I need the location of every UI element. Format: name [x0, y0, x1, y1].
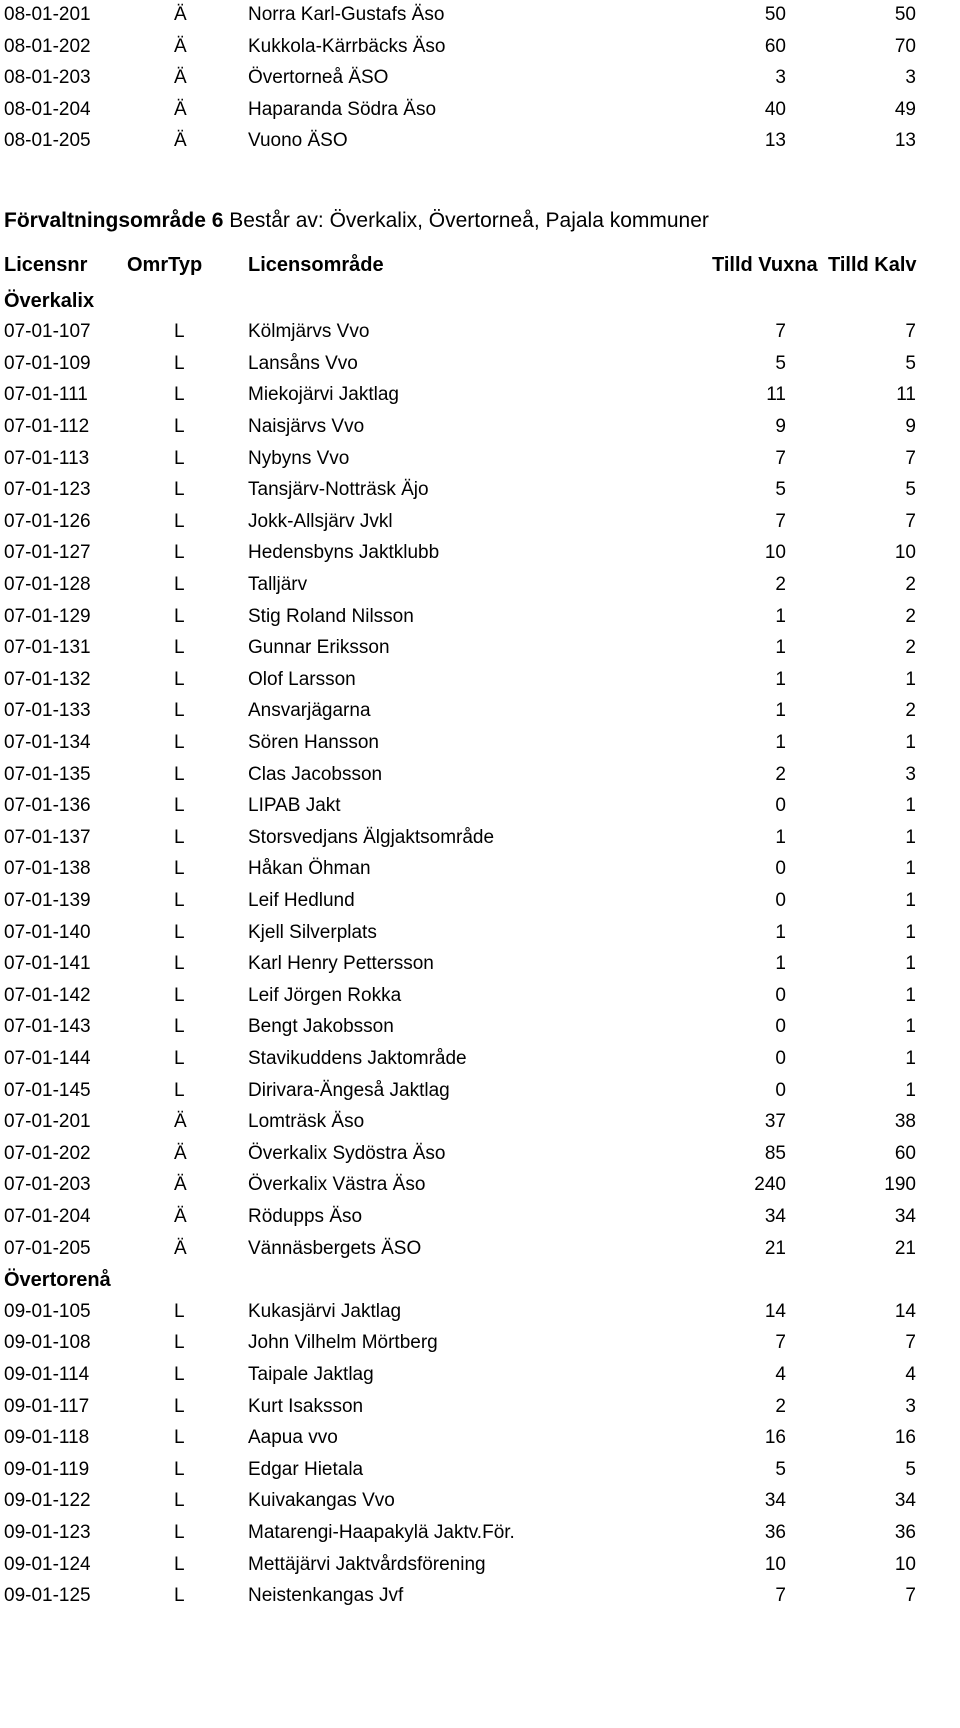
cell-licensomrade: Tansjärv-Notträsk Äjo — [248, 479, 429, 501]
cell-licensomrade: Hedensbyns Jaktklubb — [248, 542, 440, 564]
cell-licensnr: 08-01-204 — [4, 98, 91, 120]
cell-omrtyp: L — [174, 732, 185, 753]
cell-licensnr: 07-01-112 — [4, 416, 90, 437]
section-title-bold: Förvaltningsområde 6 — [4, 209, 224, 232]
cell-tilld-kalv: 1 — [905, 858, 916, 880]
cell-tilld-vuxna: 3 — [775, 67, 786, 89]
cell-tilld-vuxna: 16 — [764, 1427, 786, 1449]
cell-licensomrade: Överkalix Sydöstra Äso — [248, 1142, 446, 1164]
cell-omrtyp: L — [174, 1553, 185, 1575]
cell-tilld-vuxna: 2 — [775, 574, 786, 595]
cell-licensomrade: Lomträsk Äso — [248, 1111, 365, 1133]
cell-licensnr: 07-01-136 — [4, 795, 91, 817]
cell-tilld-kalv: 50 — [894, 4, 916, 25]
cell-tilld-kalv: 190 — [884, 1174, 916, 1196]
cell-licensnr: 07-01-132 — [4, 668, 91, 690]
cell-tilld-vuxna: 50 — [764, 4, 786, 25]
cell-licensomrade: Storsvedjans Älgjaktsområde — [248, 826, 495, 848]
cell-licensomrade: Överkalix Västra Äso — [248, 1174, 426, 1196]
cell-licensnr: 07-01-129 — [4, 605, 91, 627]
cell-licensnr: 09-01-124 — [4, 1553, 91, 1575]
cell-tilld-kalv: 1 — [905, 668, 916, 690]
cell-omrtyp: L — [174, 1427, 185, 1449]
cell-tilld-vuxna: 5 — [775, 1458, 786, 1480]
cell-tilld-vuxna: 14 — [764, 1300, 786, 1322]
cell-tilld-kalv: 3 — [905, 67, 916, 89]
cell-tilld-vuxna: 37 — [764, 1111, 786, 1133]
cell-licensnr: 07-01-203 — [4, 1174, 91, 1196]
cell-omrtyp: L — [174, 605, 185, 627]
table-row — [0, 507, 960, 537]
cell-omrtyp: L — [174, 1522, 185, 1543]
cell-tilld-vuxna: 1 — [775, 668, 786, 690]
header-licensnr: Licensnr — [4, 254, 88, 276]
cell-licensnr: 09-01-119 — [4, 1458, 90, 1480]
cell-omrtyp: L — [174, 1300, 185, 1322]
cell-omrtyp: L — [174, 1016, 185, 1038]
cell-tilld-kalv: 38 — [894, 1111, 916, 1133]
cell-tilld-vuxna: 7 — [775, 1585, 786, 1607]
cell-tilld-kalv: 2 — [905, 605, 916, 627]
cell-tilld-kalv: 7 — [905, 1332, 916, 1354]
cell-tilld-kalv: 14 — [894, 1300, 916, 1322]
cell-licensnr: 07-01-138 — [4, 858, 91, 880]
cell-licensomrade: Leif Jörgen Rokka — [248, 984, 402, 1006]
cell-licensomrade: Övertorneå ÄSO — [248, 67, 389, 89]
cell-tilld-kalv: 4 — [905, 1364, 916, 1385]
cell-tilld-vuxna: 0 — [775, 795, 786, 817]
cell-omrtyp: L — [174, 668, 185, 690]
cell-omrtyp: Ä — [174, 1206, 187, 1227]
section-title — [4, 206, 709, 236]
cell-tilld-kalv: 16 — [894, 1427, 916, 1449]
cell-licensomrade: Kuivakangas Vvo — [248, 1490, 395, 1512]
cell-licensnr: 07-01-131 — [4, 637, 91, 659]
table-row — [0, 823, 960, 853]
cell-omrtyp: L — [174, 637, 185, 659]
cell-licensomrade: Stig Roland Nilsson — [248, 605, 414, 627]
cell-licensomrade: Kukkola-Kärrbäcks Äso — [248, 35, 446, 57]
cell-licensnr: 07-01-126 — [4, 510, 91, 532]
cell-licensomrade: Ansvarjägarna — [248, 700, 371, 722]
cell-licensnr: 08-01-201 — [4, 4, 91, 25]
cell-licensnr: 07-01-135 — [4, 763, 91, 785]
cell-tilld-vuxna: 2 — [775, 763, 786, 785]
table-row — [0, 1202, 960, 1232]
header-licensomrade: Licensområde — [248, 254, 384, 276]
cell-omrtyp: L — [174, 479, 185, 501]
table-row — [0, 1012, 960, 1042]
cell-licensnr: 09-01-114 — [4, 1364, 90, 1385]
cell-tilld-vuxna: 1 — [775, 605, 786, 627]
cell-licensomrade: Stavikuddens Jaktområde — [248, 1048, 467, 1069]
cell-omrtyp: L — [174, 795, 185, 817]
cell-tilld-vuxna: 10 — [764, 1553, 786, 1575]
cell-licensomrade: Leif Hedlund — [248, 890, 355, 911]
cell-tilld-kalv: 21 — [894, 1237, 916, 1259]
cell-omrtyp: L — [174, 826, 185, 848]
cell-tilld-vuxna: 13 — [764, 130, 786, 152]
cell-licensomrade: Talljärv — [248, 574, 308, 595]
cell-omrtyp: L — [174, 763, 185, 785]
table-row — [0, 95, 960, 125]
table-row — [0, 886, 960, 916]
cell-tilld-vuxna: 10 — [764, 542, 786, 564]
cell-tilld-vuxna: 40 — [764, 98, 786, 120]
cell-omrtyp: Ä — [174, 130, 187, 152]
table-row — [0, 1234, 960, 1264]
cell-licensomrade: Nybyns Vvo — [248, 447, 350, 469]
cell-omrtyp: L — [174, 921, 185, 943]
cell-licensomrade: Rödupps Äso — [248, 1206, 363, 1227]
cell-licensomrade: John Vilhelm Mörtberg — [248, 1332, 438, 1354]
cell-licensnr: 07-01-140 — [4, 921, 91, 943]
cell-licensomrade: Lansåns Vvo — [248, 352, 358, 374]
cell-omrtyp: L — [174, 953, 185, 975]
cell-licensomrade: Kukasjärvi Jaktlag — [248, 1300, 402, 1322]
cell-omrtyp: L — [174, 384, 185, 406]
table-row — [0, 1550, 960, 1580]
cell-tilld-kalv: 70 — [894, 35, 916, 57]
cell-tilld-vuxna: 1 — [775, 637, 786, 659]
cell-licensomrade: Vännäsbergets ÄSO — [248, 1237, 422, 1259]
cell-tilld-vuxna: 36 — [764, 1522, 786, 1543]
table-row — [0, 949, 960, 979]
cell-omrtyp: L — [174, 1585, 185, 1607]
table-row — [0, 791, 960, 821]
cell-tilld-kalv: 1 — [905, 795, 916, 817]
cell-licensnr: 08-01-202 — [4, 35, 91, 57]
cell-licensomrade: Kjell Silverplats — [248, 921, 377, 943]
cell-tilld-kalv: 5 — [905, 479, 916, 501]
cell-licensnr: 08-01-205 — [4, 130, 91, 152]
table-row — [0, 918, 960, 948]
table-row — [0, 665, 960, 695]
header-tilld-kalv: Tilld Kalv — [828, 254, 917, 276]
table-row — [0, 317, 960, 347]
header-tilld-vuxna: Tilld Vuxna — [712, 254, 818, 276]
table-row — [0, 380, 960, 410]
cell-licensomrade: Kölmjärvs Vvo — [248, 321, 370, 343]
cell-tilld-kalv: 3 — [905, 763, 916, 785]
table-row — [0, 1170, 960, 1200]
cell-tilld-vuxna: 1 — [775, 732, 786, 753]
cell-tilld-kalv: 10 — [894, 542, 916, 564]
cell-licensomrade: Kurt Isaksson — [248, 1395, 364, 1417]
cell-licensomrade: Dirivara-Ängeså Jaktlag — [248, 1079, 450, 1101]
cell-tilld-kalv: 1 — [905, 984, 916, 1006]
cell-tilld-vuxna: 9 — [775, 416, 786, 437]
cell-licensnr: 07-01-142 — [4, 984, 91, 1006]
cell-omrtyp: L — [174, 352, 185, 374]
cell-omrtyp: L — [174, 1395, 185, 1417]
cell-licensnr: 07-01-123 — [4, 479, 91, 501]
cell-tilld-vuxna: 34 — [764, 1206, 786, 1227]
cell-licensnr: 09-01-123 — [4, 1522, 91, 1543]
cell-licensnr: 07-01-202 — [4, 1142, 91, 1164]
cell-licensnr: 09-01-105 — [4, 1300, 91, 1322]
cell-licensomrade: Aapua vvo — [248, 1427, 338, 1449]
cell-tilld-kalv: 34 — [894, 1490, 916, 1512]
cell-tilld-vuxna: 5 — [775, 479, 786, 501]
cell-tilld-vuxna: 1 — [775, 953, 786, 975]
cell-tilld-vuxna: 0 — [775, 1079, 786, 1101]
cell-tilld-vuxna: 7 — [775, 1332, 786, 1354]
cell-tilld-kalv: 34 — [894, 1206, 916, 1227]
cell-licensomrade: Clas Jacobsson — [248, 763, 383, 785]
table-row — [0, 760, 960, 790]
cell-tilld-vuxna: 0 — [775, 984, 786, 1006]
section-title-rest: Består av: Överkalix, Övertorneå, Pajala kommuner — [223, 209, 709, 232]
cell-licensnr: 09-01-118 — [4, 1427, 90, 1449]
cell-licensnr: 09-01-117 — [4, 1395, 90, 1417]
cell-tilld-kalv: 13 — [894, 130, 916, 152]
cell-tilld-kalv: 2 — [905, 637, 916, 659]
cell-tilld-kalv: 5 — [905, 352, 916, 374]
cell-licensnr: 07-01-113 — [4, 447, 90, 469]
cell-tilld-kalv: 1 — [905, 1048, 916, 1069]
cell-omrtyp: Ä — [174, 35, 187, 57]
table-row — [0, 1486, 960, 1516]
cell-omrtyp: L — [174, 1332, 185, 1354]
cell-licensomrade: Håkan Öhman — [248, 858, 371, 880]
table-row — [0, 1581, 960, 1611]
cell-omrtyp: Ä — [174, 4, 187, 25]
cell-tilld-vuxna: 0 — [775, 1048, 786, 1069]
cell-omrtyp: Ä — [174, 1237, 187, 1259]
cell-tilld-kalv: 7 — [905, 447, 916, 469]
cell-omrtyp: L — [174, 858, 185, 880]
cell-tilld-kalv: 36 — [894, 1522, 916, 1543]
cell-tilld-vuxna: 0 — [775, 890, 786, 911]
table-row — [0, 1044, 960, 1074]
table-row — [0, 412, 960, 442]
cell-tilld-kalv: 1 — [905, 826, 916, 848]
cell-omrtyp: Ä — [174, 67, 187, 89]
cell-tilld-vuxna: 11 — [766, 384, 786, 406]
cell-licensnr: 07-01-109 — [4, 352, 91, 374]
cell-tilld-kalv: 1 — [905, 1079, 916, 1101]
table-row — [0, 696, 960, 726]
cell-licensomrade: Norra Karl-Gustafs Äso — [248, 4, 445, 25]
cell-licensnr: 07-01-127 — [4, 542, 91, 564]
cell-omrtyp: L — [174, 1079, 185, 1101]
cell-omrtyp: L — [174, 1458, 185, 1480]
table-row — [0, 0, 960, 30]
table-row — [0, 349, 960, 379]
table-row — [0, 444, 960, 474]
table-row — [0, 1518, 960, 1548]
cell-tilld-vuxna: 0 — [775, 858, 786, 880]
table-row — [0, 1076, 960, 1106]
cell-omrtyp: Ä — [174, 1142, 187, 1164]
table-row — [0, 63, 960, 93]
cell-licensnr: 07-01-201 — [4, 1111, 91, 1133]
cell-licensnr: 07-01-107 — [4, 321, 91, 343]
cell-licensnr: 08-01-203 — [4, 67, 91, 89]
cell-licensnr: 07-01-137 — [4, 826, 91, 848]
cell-tilld-kalv: 10 — [894, 1553, 916, 1575]
cell-tilld-vuxna: 5 — [775, 352, 786, 374]
cell-licensomrade: Gunnar Eriksson — [248, 637, 390, 659]
cell-licensomrade: Matarengi-Haapakylä Jaktv.För. — [248, 1522, 515, 1543]
cell-licensomrade: Sören Hansson — [248, 732, 379, 753]
cell-tilld-kalv: 1 — [905, 921, 916, 943]
cell-licensomrade: Haparanda Södra Äso — [248, 98, 437, 120]
cell-licensomrade: Bengt Jakobsson — [248, 1016, 394, 1038]
cell-tilld-kalv: 9 — [905, 416, 916, 437]
cell-licensnr: 07-01-141 — [4, 953, 91, 975]
cell-omrtyp: L — [174, 542, 185, 564]
table-header-row — [0, 250, 960, 280]
header-omrtyp: OmrTyp — [127, 254, 203, 276]
cell-omrtyp: L — [174, 1364, 185, 1385]
cell-tilld-vuxna: 85 — [764, 1142, 786, 1164]
cell-omrtyp: Ä — [174, 1111, 187, 1133]
cell-omrtyp: L — [174, 700, 185, 722]
cell-licensomrade: Karl Henry Pettersson — [248, 953, 434, 975]
table-row — [0, 1139, 960, 1169]
table-row — [0, 981, 960, 1011]
cell-omrtyp: L — [174, 1490, 185, 1512]
cell-licensnr: 07-01-128 — [4, 574, 91, 595]
cell-omrtyp: L — [174, 447, 185, 469]
cell-licensomrade: Jokk-Allsjärv Jvkl — [248, 510, 393, 532]
cell-tilld-vuxna: 0 — [775, 1016, 786, 1038]
cell-tilld-kalv: 1 — [905, 953, 916, 975]
cell-licensnr: 09-01-122 — [4, 1490, 91, 1512]
cell-licensnr: 07-01-143 — [4, 1016, 91, 1038]
cell-tilld-kalv: 3 — [905, 1395, 916, 1417]
cell-tilld-vuxna: 1 — [775, 921, 786, 943]
table-row — [0, 602, 960, 632]
cell-tilld-kalv: 5 — [905, 1458, 916, 1480]
cell-omrtyp: L — [174, 1048, 185, 1069]
cell-licensnr: 07-01-111 — [4, 384, 88, 406]
table-row — [0, 32, 960, 62]
table-row — [0, 1328, 960, 1358]
cell-licensnr: 07-01-205 — [4, 1237, 91, 1259]
cell-tilld-vuxna: 7 — [775, 447, 786, 469]
cell-omrtyp: L — [174, 890, 185, 911]
table-row — [0, 1360, 960, 1390]
cell-tilld-vuxna: 60 — [764, 35, 786, 57]
cell-tilld-vuxna: 21 — [764, 1237, 786, 1259]
cell-tilld-vuxna: 1 — [775, 826, 786, 848]
cell-omrtyp: L — [174, 574, 185, 595]
cell-tilld-vuxna: 4 — [775, 1364, 786, 1385]
table-row — [0, 1297, 960, 1327]
table-row — [0, 1392, 960, 1422]
cell-licensnr: 07-01-139 — [4, 890, 91, 911]
cell-tilld-vuxna: 7 — [775, 510, 786, 532]
cell-licensnr: 07-01-134 — [4, 732, 91, 753]
table-row — [0, 854, 960, 884]
cell-tilld-vuxna: 34 — [764, 1490, 786, 1512]
cell-tilld-kalv: 49 — [894, 98, 916, 120]
cell-tilld-kalv: 60 — [894, 1142, 916, 1164]
cell-licensomrade: Olof Larsson — [248, 668, 356, 690]
table-row — [0, 570, 960, 600]
cell-licensomrade: Edgar Hietala — [248, 1458, 364, 1480]
cell-licensomrade: Vuono ÄSO — [248, 130, 348, 152]
cell-tilld-kalv: 1 — [905, 890, 916, 911]
cell-omrtyp: L — [174, 510, 185, 532]
cell-tilld-kalv: 11 — [896, 384, 916, 406]
cell-licensomrade: Naisjärvs Vvo — [248, 416, 365, 437]
table-row — [0, 126, 960, 156]
table-row — [0, 633, 960, 663]
cell-licensnr: 07-01-145 — [4, 1079, 91, 1101]
table-row — [0, 1455, 960, 1485]
cell-omrtyp: L — [174, 984, 185, 1006]
cell-tilld-kalv: 1 — [905, 1016, 916, 1038]
cell-tilld-kalv: 7 — [905, 510, 916, 532]
cell-tilld-kalv: 2 — [905, 574, 916, 595]
table-row — [0, 475, 960, 505]
cell-licensomrade: LIPAB Jakt — [248, 795, 341, 817]
cell-licensnr: 07-01-133 — [4, 700, 91, 722]
group-heading: Överkalix — [4, 289, 95, 312]
cell-tilld-vuxna: 1 — [775, 700, 786, 722]
cell-tilld-vuxna: 2 — [775, 1395, 786, 1417]
table-row — [0, 538, 960, 568]
cell-licensomrade: Neistenkangas Jvf — [248, 1585, 404, 1607]
cell-licensnr: 07-01-144 — [4, 1048, 91, 1069]
cell-tilld-vuxna: 240 — [754, 1174, 786, 1196]
cell-omrtyp: Ä — [174, 98, 187, 120]
cell-tilld-kalv: 7 — [905, 321, 916, 343]
cell-licensnr: 09-01-108 — [4, 1332, 91, 1354]
cell-omrtyp: Ä — [174, 1174, 187, 1196]
cell-tilld-kalv: 1 — [905, 732, 916, 753]
cell-tilld-vuxna: 7 — [775, 321, 786, 343]
group-heading: Övertorenå — [4, 1269, 111, 1292]
cell-licensomrade: Miekojärvi Jaktlag — [248, 384, 399, 406]
cell-licensomrade: Taipale Jaktlag — [248, 1364, 374, 1385]
cell-licensnr: 09-01-125 — [4, 1585, 91, 1607]
table-row — [0, 728, 960, 758]
cell-tilld-kalv: 7 — [905, 1585, 916, 1607]
cell-omrtyp: L — [174, 416, 185, 437]
cell-licensnr: 07-01-204 — [4, 1206, 91, 1227]
table-row — [0, 1107, 960, 1137]
cell-tilld-kalv: 2 — [905, 700, 916, 722]
table-row — [0, 1423, 960, 1453]
cell-licensomrade: Mettäjärvi Jaktvårdsförening — [248, 1553, 486, 1575]
cell-omrtyp: L — [174, 321, 185, 343]
